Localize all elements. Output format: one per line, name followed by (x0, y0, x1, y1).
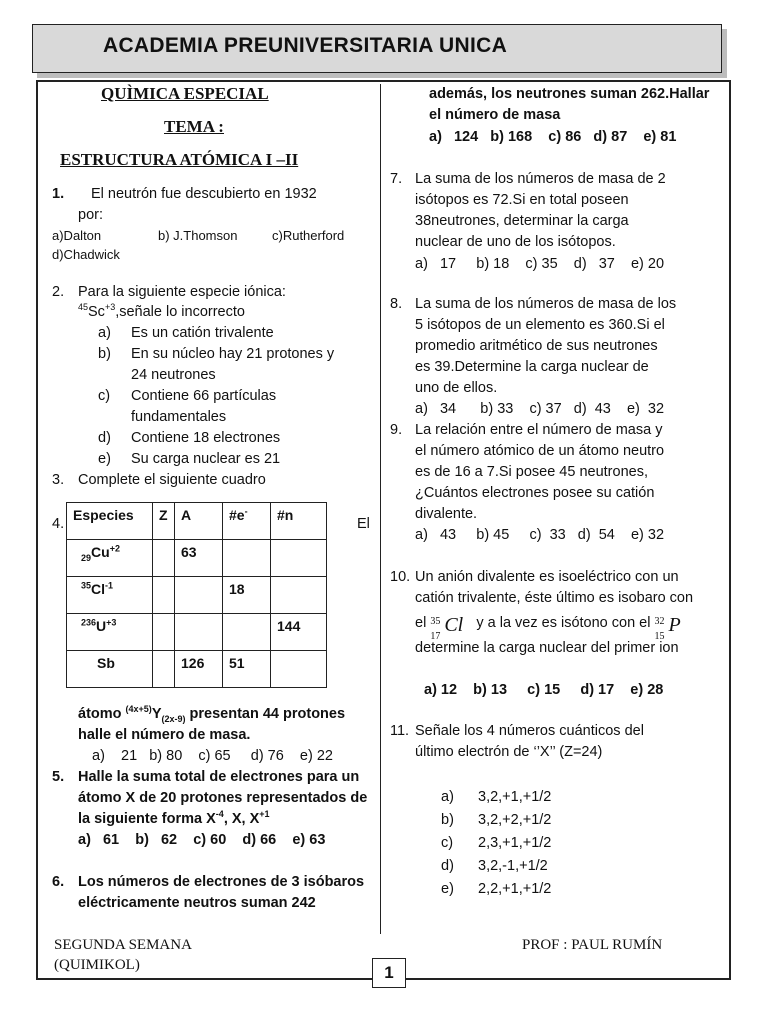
q10-el-word: el (415, 615, 427, 631)
p-z: 15 (654, 631, 665, 643)
q9-number: 9. (390, 422, 403, 438)
q2-opt-text: Su carga nuclear es 21 (131, 451, 281, 467)
q7-line1: La suma de los números de masa de 2 (415, 171, 666, 187)
q4-line1-rest: presentan 44 protones (189, 706, 346, 722)
table-cell (271, 651, 327, 688)
q10-line3 (415, 608, 685, 643)
q9-line1: La relación entre el número de masa y (415, 422, 663, 438)
q11-number: 11. (390, 723, 410, 739)
table-header: Z (153, 503, 175, 540)
q1-option-d: d)Chadwick (52, 247, 120, 262)
page-number: 1 (372, 958, 406, 988)
q4-options: a) 21 b) 80 c) 65 d) 76 e) 22 (92, 748, 333, 764)
p-symbol: P (668, 614, 681, 637)
header-banner (32, 24, 722, 73)
cl-z: 17 (430, 631, 441, 643)
q10-line3-mid: y a la vez es isótono con el (476, 615, 651, 631)
q7-options: a) 17 b) 18 c) 35 d) 37 e) 20 (415, 256, 665, 272)
table-header: Especies (67, 503, 153, 540)
q8-line5: uno de ellos. (415, 380, 498, 396)
q4-line1 (78, 704, 345, 725)
q2-species-charge: +3 (104, 302, 116, 313)
species-element: Cu (91, 544, 110, 560)
q2-opt-text: Es un catión trivalente (131, 325, 274, 341)
species-prefix: 236 (81, 617, 97, 628)
q2-opt-key: c) (98, 388, 111, 404)
table-cell: 63 (175, 540, 223, 577)
q2-opt-text: 24 neutrones (131, 367, 216, 383)
table-cell (223, 614, 271, 651)
species-charge: +2 (109, 543, 120, 554)
species-charge: +3 (106, 617, 117, 628)
q1-line1: El neutrón fue descubierto en 1932 (91, 186, 317, 202)
topic-title: ESTRUCTURA ATÓMICA I –II (60, 150, 299, 169)
q1-option-b: b) J.Thomson (158, 228, 238, 243)
species-element: Cl (91, 581, 106, 597)
q2-species-line (78, 302, 245, 323)
q2-opt-key: a) (98, 325, 111, 341)
q9-line2: el número atómico de un átomo neutro (415, 443, 665, 459)
q4-symbol: Y (151, 706, 162, 722)
q1-line2: por: (78, 207, 103, 223)
q9-line5: divalente. (415, 506, 478, 522)
footer-professor: PROF : PAUL RUMÍN (522, 937, 663, 953)
q2-opt-key: d) (98, 430, 111, 446)
q9-line3: es de 16 a 7.Si posee 45 neutrones, (415, 464, 648, 480)
species-prefix: 35 (81, 580, 92, 591)
table-row (67, 614, 327, 651)
table-cell (153, 614, 175, 651)
q11-opt-text: 3,2,+2,+1/2 (478, 812, 552, 828)
table-header: #n (271, 503, 327, 540)
q6c-options: a) 124 b) 168 c) 86 d) 87 e) 81 (429, 129, 677, 145)
q8-line3: promedio aritmético de sus neutrones (415, 338, 658, 354)
q5-options: a) 61 b) 62 c) 60 d) 66 e) 63 (78, 832, 326, 848)
q11-opt-key: c) (441, 835, 454, 851)
q8-line1: La suma de los números de masa de los (415, 296, 677, 312)
table-cell: 144 (271, 614, 327, 651)
q5-line1: Halle la suma total de electrones para un (78, 769, 360, 785)
q5-line2: átomo X de 20 protones representados de (78, 790, 368, 806)
species-table (66, 502, 327, 688)
q11-opt-text: 2,2,+1,+1/2 (478, 881, 552, 897)
q1-option-c: c)Rutherford (272, 228, 345, 243)
species-prefix: 29 (81, 552, 92, 563)
species-element: U (96, 618, 107, 634)
table-cell (175, 577, 223, 614)
q10-options: a) 12 b) 13 c) 15 d) 17 e) 28 (424, 682, 664, 698)
q10-line2: catión trivalente, éste último es isobaro con (415, 590, 694, 606)
table-header-row (67, 503, 327, 540)
q10-number: 10. (390, 569, 411, 585)
q3-text: Complete el siguiente cuadro (78, 472, 266, 488)
q4-subscript: (2x-9) (161, 713, 186, 724)
q7-line2: isótopos es 72.Si en total poseen (415, 192, 629, 208)
q9-options: a) 43 b) 45 c) 33 d) 54 e) 32 (415, 527, 665, 543)
q6c-line2: el número de masa (429, 107, 561, 123)
p-mass: 32 (654, 616, 665, 628)
q11-line2: último electrón de ‘’X’’ (Z=24) (415, 744, 603, 760)
q2-number: 2. (52, 284, 65, 300)
q11-opt-text: 3,2,-1,+1/2 (478, 858, 548, 874)
q8-line2: 5 isótopos de un elemento es 360.Si el (415, 317, 665, 333)
table-cell-species (67, 540, 153, 577)
q6-line2: eléctricamente neutros suman 242 (78, 895, 316, 911)
q11-opt-key: e) (441, 881, 454, 897)
q5-number: 5. (52, 769, 65, 785)
subject-title: QUÌMICA ESPECIAL (101, 84, 269, 103)
q2-opt-key: b) (98, 346, 111, 362)
q11-opt-text: 3,2,+1,+1/2 (478, 789, 552, 805)
q8-line4: es 39.Determine la carga nuclear de (415, 359, 649, 375)
q9-line4: ¿Cuántos electrones posee su catión (415, 485, 655, 501)
table-cell (175, 614, 223, 651)
column-divider (380, 84, 381, 934)
q1-number: 1. (52, 186, 65, 202)
chlorine-isotope (430, 608, 472, 643)
q2-opt-text: Contiene 18 electrones (131, 430, 281, 446)
species-charge: -1 (105, 580, 114, 591)
cl-symbol: Cl (444, 614, 464, 637)
q11-opt-text: 2,3,+1,+1/2 (478, 835, 552, 851)
table-cell (153, 540, 175, 577)
table-header: A (175, 503, 223, 540)
phosphorus-isotope (654, 608, 685, 643)
q5-line3 (78, 809, 270, 830)
q11-opt-key: d) (441, 858, 454, 874)
q2-opt-text: Contiene 66 partículas (131, 388, 277, 404)
table-cell (271, 540, 327, 577)
q2-opt-key: e) (98, 451, 111, 467)
q11-opt-key: a) (441, 789, 454, 805)
q4-number: 4. (52, 516, 65, 532)
table-row (67, 651, 327, 688)
q8-number: 8. (390, 296, 403, 312)
table-cell-species (67, 651, 153, 688)
q6-line1: Los números de electrones de 3 isóbaros (78, 874, 365, 890)
q2-opt-text: En su núcleo hay 21 protones y (131, 346, 335, 362)
table-header: #e- (223, 503, 271, 540)
q8-options: a) 34 b) 33 c) 37 d) 43 e) 32 (415, 401, 665, 417)
tema-label: TEMA : (164, 117, 224, 136)
q2-species-mass: 45 (78, 302, 89, 313)
q3-number: 3. (52, 472, 65, 488)
q7-line4: nuclear de uno de los isótopos. (415, 234, 616, 250)
q1-option-a: a)Dalton (52, 228, 102, 243)
table-cell (271, 577, 327, 614)
q4-superscript: (4x+5) (125, 704, 152, 715)
cl-mass: 35 (430, 616, 441, 628)
table-cell (153, 651, 175, 688)
table-cell-species (67, 577, 153, 614)
q2-line1: Para la siguiente especie iónica: (78, 284, 286, 300)
q4-el-word: El (357, 516, 370, 532)
table-row (67, 577, 327, 614)
q5-line3-b: , X, X (223, 811, 260, 827)
q11-line1: Señale los 4 números cuánticos del (415, 723, 644, 739)
q4-atom-word: átomo (78, 706, 122, 722)
table-cell: 18 (223, 577, 271, 614)
table-cell (223, 540, 271, 577)
q2-opt-text: fundamentales (131, 409, 227, 425)
header-title: ACADEMIA PREUNIVERSITARIA UNICA (103, 34, 508, 57)
q10-line1: Un anión divalente es isoeléctrico con un (415, 569, 679, 585)
q5-sup2: +1 (259, 809, 270, 820)
table-cell: 51 (223, 651, 271, 688)
table-cell-species (67, 614, 153, 651)
q4-line2: halle el número de masa. (78, 727, 251, 743)
q2-species-element: Sc (88, 304, 105, 320)
table-cell: 126 (175, 651, 223, 688)
q5-line3-a: la siguiente forma X (78, 811, 216, 827)
table-cell (153, 577, 175, 614)
species-element: Sb (97, 655, 115, 671)
q10-line4: determine la carga nuclear del primer ion (415, 640, 679, 656)
table-row (67, 540, 327, 577)
footer-group: (QUIMIKOL) (54, 957, 140, 973)
q5-sup1: -4 (215, 809, 224, 820)
q7-number: 7. (390, 171, 403, 187)
q6c-line1: además, los neutrones suman 262.Hallar (429, 86, 710, 102)
footer-week: SEGUNDA SEMANA (54, 937, 192, 953)
q2-line2: ,señale lo incorrecto (115, 304, 245, 320)
q11-opt-key: b) (441, 812, 454, 828)
q6-number: 6. (52, 874, 65, 890)
q7-line3: 38neutrones, determinar la carga (415, 213, 629, 229)
